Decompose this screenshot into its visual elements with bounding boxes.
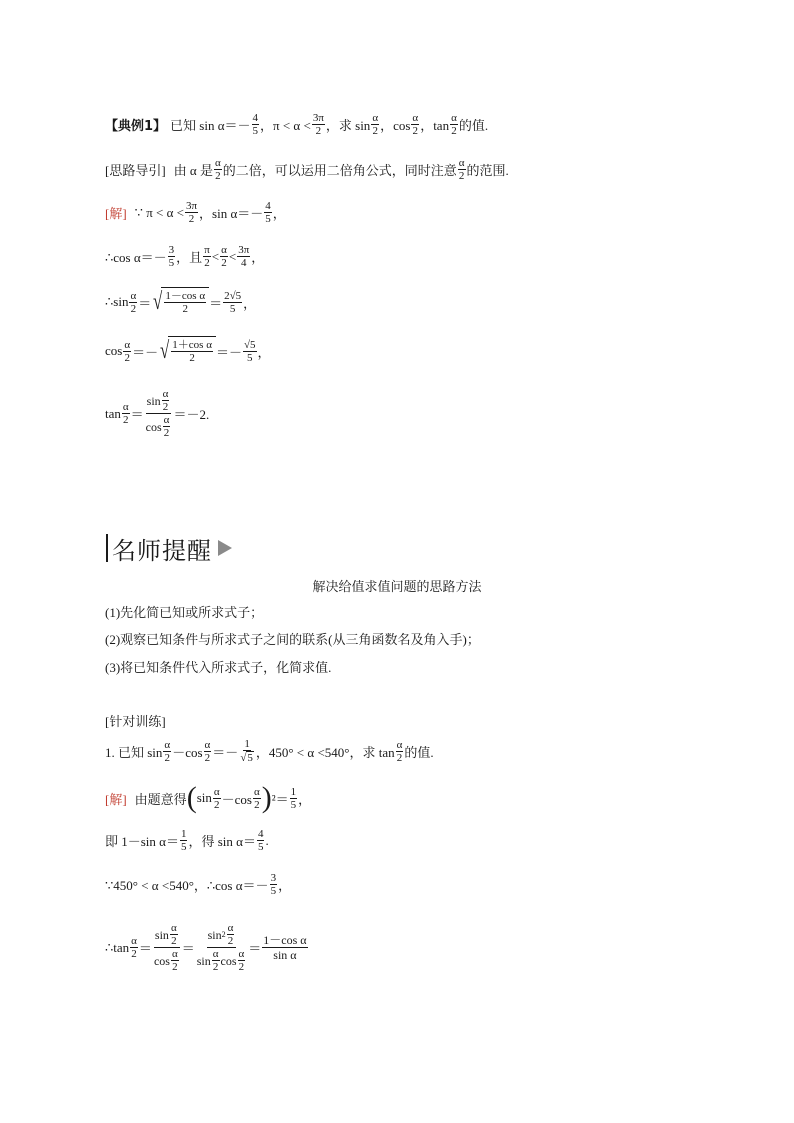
fraction: $\frac{\alpha}{2}$ bbox=[412, 112, 419, 137]
fraction: $\frac{\alpha}{2}$ bbox=[122, 401, 129, 426]
fraction: $\frac{\alpha}{2}$ bbox=[213, 785, 220, 811]
fraction: $\frac{\text{1－cos α}}{\text{sin α}}$ bbox=[263, 933, 307, 962]
square-root: √ $\frac{\text{1＋cos α}}{2}$ bbox=[158, 336, 216, 366]
solution-line-5 bbox=[105, 388, 209, 439]
solution-text: ，得 sin α＝ bbox=[188, 834, 256, 849]
fraction: $\frac{\alpha}{2}$ bbox=[124, 338, 131, 364]
fraction: $\frac{2√5}{5}$ bbox=[224, 289, 242, 315]
solution-text: ＝ bbox=[138, 295, 152, 311]
fraction: $\frac{\alpha}{2}$ bbox=[131, 935, 137, 960]
fraction: $\frac{3\pi}{4}$ bbox=[238, 244, 250, 269]
question-text: ，450° < α <540°，求 tan bbox=[255, 744, 395, 760]
solution-text: ， bbox=[298, 791, 312, 807]
solution-text: < bbox=[228, 248, 237, 264]
solution-label: [解] bbox=[105, 791, 127, 807]
solution-label: [解] bbox=[105, 206, 127, 221]
fraction: $\frac{\alpha}{2}$ bbox=[214, 157, 221, 182]
fraction: $\frac{3}{5}$ bbox=[270, 872, 277, 897]
triangle-arrow-icon bbox=[218, 540, 232, 556]
heading-bar bbox=[106, 534, 108, 562]
question-text: ＝－ bbox=[212, 744, 239, 760]
solution-line-2 bbox=[105, 244, 264, 269]
solution-text: ， bbox=[257, 344, 271, 360]
hint-line bbox=[105, 157, 509, 182]
solution-text: ，且 bbox=[176, 250, 203, 265]
solution-text: ， bbox=[251, 250, 265, 265]
solution-text: ，sin α＝－ bbox=[199, 206, 264, 221]
solution-text: . bbox=[265, 832, 269, 848]
solution-text: ∵ π < α < bbox=[134, 204, 184, 220]
solution-text: ²＝ bbox=[271, 791, 289, 807]
hint-label: [思路导引] bbox=[105, 163, 166, 178]
fraction: $\frac{1}{5}$ bbox=[180, 828, 187, 853]
fraction: $\frac{√5}{5}$ bbox=[244, 338, 256, 364]
tip-heading bbox=[106, 534, 232, 565]
solution-text: ＝ bbox=[248, 941, 262, 956]
fraction: $\frac{3\pi}{2}$ bbox=[185, 200, 198, 225]
solution-text: sin bbox=[196, 790, 212, 805]
example-label: 【典例1】 bbox=[105, 119, 167, 134]
tip-item: (1)先化简已知或所求式子； bbox=[105, 605, 264, 620]
fraction: $\frac{\alpha}{2}$ bbox=[204, 738, 211, 764]
solution-line-3 bbox=[105, 287, 256, 317]
fraction: $\frac{3\pi}{2}$ bbox=[312, 112, 324, 137]
fraction: $\frac{\alpha}{2}$ bbox=[372, 112, 379, 137]
training-question bbox=[105, 738, 434, 764]
compound-fraction: sin $\frac{\alpha}{2}$ cos $\frac{\alpha}{2}$ bbox=[153, 922, 178, 973]
fraction: $\frac{4}{5}$ bbox=[257, 828, 264, 853]
solution-text: ＝－ bbox=[215, 344, 242, 360]
question-text: 1. 已知 sin bbox=[105, 744, 163, 760]
tip-subtitle: 解决给值求值问题的思路方法 bbox=[312, 579, 482, 594]
training-solution-3 bbox=[105, 872, 291, 897]
hint-text: 由 α 是 bbox=[173, 163, 213, 178]
example-text: ，cos bbox=[380, 118, 411, 133]
solution-text: －cos bbox=[221, 791, 252, 807]
solution-text: ， bbox=[278, 878, 292, 893]
fraction: 1 √ 5 bbox=[240, 738, 253, 764]
solution-text: tan bbox=[105, 405, 121, 421]
fraction: $\frac{\alpha}{2}$ bbox=[253, 785, 260, 811]
solution-text: ＝ bbox=[138, 941, 152, 956]
training-solution-2 bbox=[105, 828, 269, 853]
fraction: $\frac{\alpha}{2}$ bbox=[130, 289, 137, 315]
example-line bbox=[105, 112, 488, 137]
fraction: $\frac{\alpha}{2}$ bbox=[164, 738, 171, 764]
fraction: $\frac{\alpha}{2}$ bbox=[451, 112, 457, 137]
solution-text: ∴cos α＝－ bbox=[105, 250, 167, 265]
question-text: －cos bbox=[172, 744, 203, 760]
square-root: √ $\frac{\text{1－cos α}}{2}$ bbox=[151, 287, 209, 317]
training-solution-1: [解] 由题意得 ( sin $\frac{\alpha}{2}$ －cos $\frac{\alpha}{2}$ ) ²＝ $\frac{1}{5}$ ， bbox=[105, 781, 312, 814]
solution-text: ∵450° < α <540°，∴cos α＝－ bbox=[105, 878, 269, 893]
example-text: 已知 sin α＝－ bbox=[170, 118, 251, 133]
question-text: 的值. bbox=[404, 744, 434, 760]
fraction: $\frac{\alpha}{2}$ bbox=[221, 244, 227, 269]
tip-item: (3)将已知条件代入所求式子，化简求值. bbox=[105, 660, 332, 675]
solution-text: ＝ bbox=[181, 941, 195, 956]
example-text: ，求 sin bbox=[325, 118, 371, 133]
hint-text: 的二倍，可以运用二倍角公式，同时注意 bbox=[222, 163, 457, 178]
example-text: 的值. bbox=[458, 118, 489, 133]
fraction: $\frac{\pi}{2}$ bbox=[204, 244, 210, 269]
solution-text: ＝ bbox=[209, 295, 223, 311]
tip-heading-text: 名师提醒 bbox=[112, 536, 212, 565]
solution-text: ， bbox=[243, 295, 257, 311]
solution-text: < bbox=[211, 248, 220, 264]
solution-text: ， bbox=[272, 206, 286, 221]
solution-line-4 bbox=[105, 336, 271, 366]
example-text: ，π < α < bbox=[260, 118, 311, 133]
fraction: $\frac{4}{5}$ bbox=[265, 200, 271, 225]
solution-text: 由题意得 bbox=[134, 791, 187, 807]
fraction: $\frac{4}{5}$ bbox=[252, 112, 259, 137]
solution-text: ∴sin bbox=[105, 294, 129, 309]
solution-text: cos bbox=[105, 343, 123, 358]
training-label: [针对训练] bbox=[105, 714, 166, 729]
fraction: $\frac{\alpha}{2}$ bbox=[458, 157, 465, 182]
hint-text: 的范围. bbox=[466, 163, 509, 178]
solution-text: ∴tan bbox=[105, 939, 130, 955]
solution-text: ＝－2. bbox=[173, 407, 210, 422]
solution-text: ＝ bbox=[130, 407, 144, 422]
solution-text: 即 1－sin α＝ bbox=[105, 834, 179, 849]
solution-text: ＝－ bbox=[132, 344, 159, 360]
compound-fraction: sin $\frac{\alpha}{2}$ cos $\frac{\alpha}{2}$ bbox=[145, 388, 170, 439]
compound-fraction: sin 2 $\frac{\alpha}{2}$ sin $\frac{\alpha}{2}$ cos $\frac{\alpha}{2}$ bbox=[196, 922, 245, 973]
example-text: ，tan bbox=[420, 118, 450, 133]
training-solution-4 bbox=[105, 922, 309, 973]
tip-item: (2)观察已知条件与所求式子之间的联系(从三角函数名及角入手)； bbox=[105, 632, 480, 647]
fraction: $\frac{1}{5}$ bbox=[290, 785, 297, 811]
fraction: $\frac{\alpha}{2}$ bbox=[396, 738, 403, 764]
solution-line-1 bbox=[105, 200, 286, 225]
fraction: $\frac{3}{5}$ bbox=[168, 244, 175, 269]
